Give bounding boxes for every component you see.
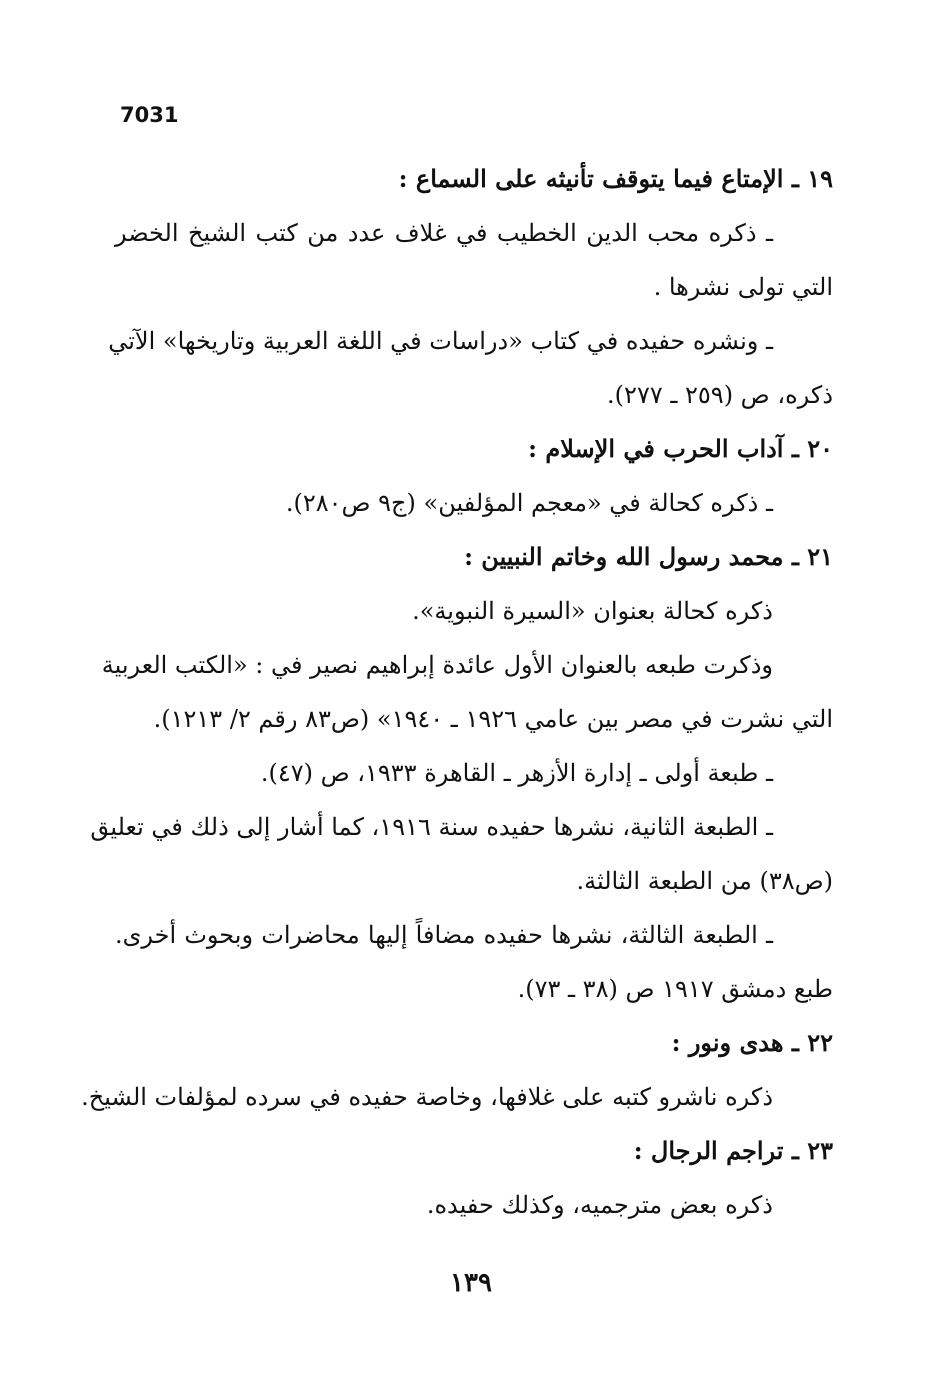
heading-21: ٢١ ـ محمد رسول الله وخاتم النبيين : xyxy=(464,542,833,571)
paragraph-line: طبع دمشق ١٩١٧ ص (٣٨ ـ ٧٣). xyxy=(517,975,833,1003)
paragraph-line: التي تولى نشرها . xyxy=(653,273,833,301)
paragraph-line: ذكره، ص (٢٥٩ ـ ٢٧٧). xyxy=(607,381,833,409)
page-number: ١٣٩ xyxy=(450,1268,492,1298)
paragraph-line: ـ ونشره حفيده في كتاب «دراسات في اللغة العربية وتاريخها» الآتي xyxy=(108,327,773,355)
heading-22: ٢٢ ـ هدى ونور : xyxy=(671,1028,833,1057)
paragraph-line: (ص٣٨) من الطبعة الثالثة. xyxy=(576,867,833,895)
heading-20: ٢٠ ـ آداب الحرب في الإسلام : xyxy=(528,434,833,463)
paragraph-line: ذكره ناشرو كتبه على غلافها، وخاصة حفيده في سرده لمؤلفات الشيخ. xyxy=(81,1083,773,1111)
paragraph-line: ـ ذكره كحالة في «معجم المؤلفين» (ج٩ ص٢٨٠). xyxy=(285,489,773,517)
heading-19: ١٩ ـ الإمتاع فيما يتوقف تأنيثه على السماع : xyxy=(398,164,833,193)
paragraph-line: ـ ذكره محب الدين الخطيب في غلاف عدد من كتب الشيخ الخضر xyxy=(115,219,773,247)
page-id: 7031 xyxy=(120,103,179,127)
page-body xyxy=(81,152,833,1232)
paragraph-line: وذكرت طبعه بالعنوان الأول عائدة إبراهيم نصير في : «الكتب العربية xyxy=(101,651,773,679)
paragraph-line: ـ الطبعة الثالثة، نشرها حفيده مضافاً إليها محاضرات وبحوث أخرى. xyxy=(115,921,773,949)
paragraph-line: ـ طبعة أولى ـ إدارة الأزهر ـ القاهرة ١٩٣٣، ص (٤٧). xyxy=(260,759,773,787)
heading-23: ٢٣ ـ تراجم الرجال : xyxy=(633,1136,833,1165)
paragraph-line: ذكره كحالة بعنوان «السيرة النبوية». xyxy=(412,597,773,625)
paragraph-line: ذكره بعض مترجميه، وكذلك حفيده. xyxy=(426,1191,773,1219)
paragraph-line: التي نشرت في مصر بين عامي ١٩٢٦ ـ ١٩٤٠» (ص٨٣ رقم ٢/ ١٢١٣). xyxy=(153,705,833,733)
paragraph-line: ـ الطبعة الثانية، نشرها حفيده سنة ١٩١٦، كما أشار إلى ذلك في تعليق xyxy=(90,813,773,841)
